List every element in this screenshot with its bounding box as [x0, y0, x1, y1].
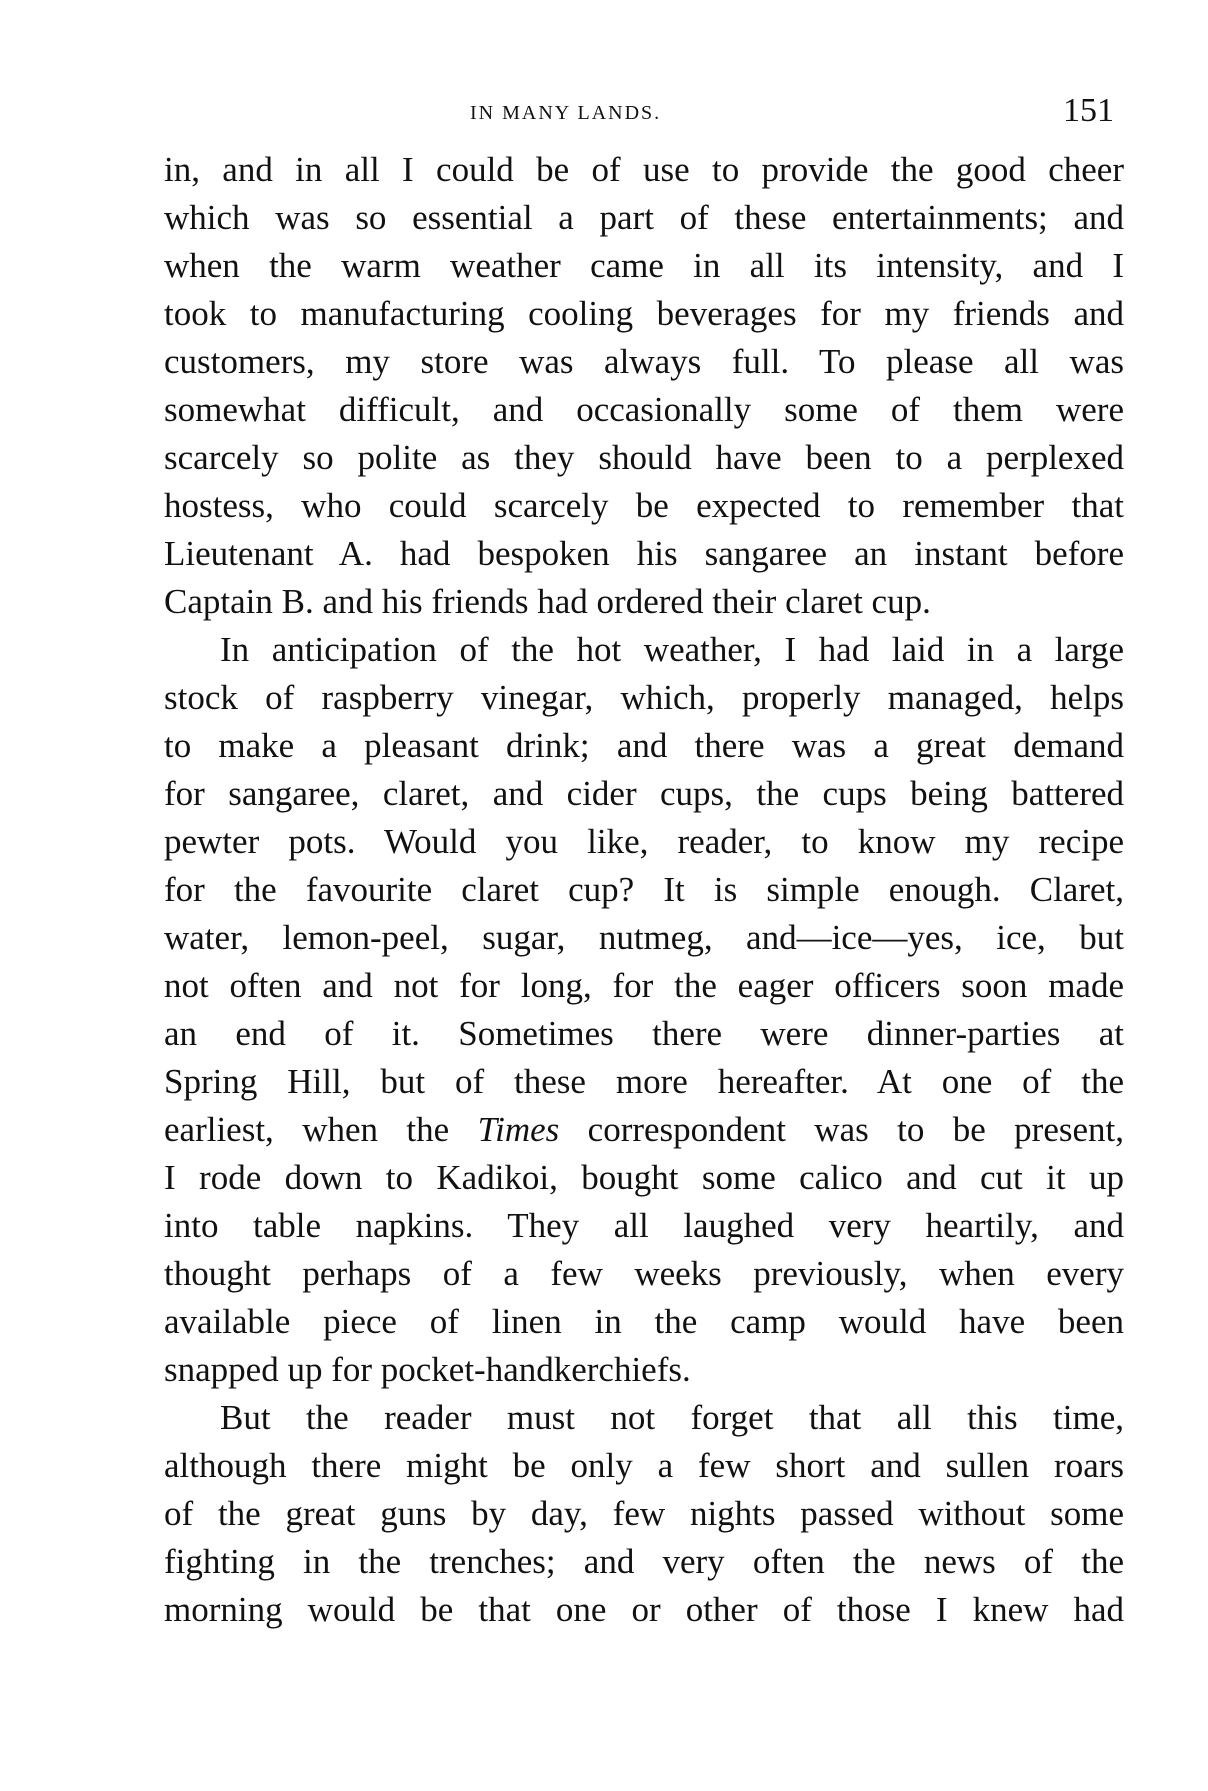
text-line: an end of it. Sometimes there were dinner-parties at [164, 1014, 1124, 1053]
text-line: fighting in the trenches; and very often the news of the [164, 1542, 1124, 1581]
text-line: stock of raspberry vinegar, which, properly managed, helps [164, 678, 1124, 717]
text-line: Spring Hill, but of these more hereafter. At one of the [164, 1062, 1124, 1101]
text-line: thought perhaps of a few weeks previously, when every [164, 1254, 1124, 1293]
running-head [0, 92, 1208, 132]
text-line: into table napkins. They all laughed very heartily, and [164, 1206, 1124, 1245]
text-line: to make a pleasant drink; and there was a great demand [164, 726, 1124, 765]
paragraph-1 [164, 146, 1124, 626]
text-line: hostess, who could scarcely be expected to remember that [164, 486, 1124, 525]
text-line: customers, my store was always full. To please all was [164, 342, 1124, 381]
running-title: IN MANY LANDS. [470, 102, 662, 124]
text-line: scarcely so polite as they should have been to a perplexed [164, 438, 1124, 477]
text-line: Lieutenant A. had bespoken his sangaree an instant before [164, 534, 1124, 573]
text-line: took to manufacturing cooling beverages for my friends and [164, 294, 1124, 333]
text-line: In anticipation of the hot weather, I had laid in a large [220, 630, 1124, 669]
text-line: snapped up for pocket-handkerchiefs. [164, 1350, 691, 1389]
text-line: which was so essential a part of these entertainments; and [164, 198, 1124, 237]
text-segment: earliest, when the [164, 1110, 478, 1149]
text-line: when the warm weather came in all its intensity, and I [164, 246, 1124, 285]
paragraph-3 [164, 1394, 1124, 1634]
text-line: for the favourite claret cup? It is simple enough. Claret, [164, 870, 1124, 909]
page-number: 151 [1063, 92, 1114, 129]
text-line: for sangaree, claret, and cider cups, the cups being battered [164, 774, 1124, 813]
body-text [164, 146, 1124, 1634]
text-line: pewter pots. Would you like, reader, to know my recipe [164, 822, 1124, 861]
newspaper-title: Times [477, 1110, 560, 1149]
text-line-with-italic [164, 1106, 1124, 1154]
text-line: in, and in all I could be of use to provide the good cheer [164, 150, 1124, 189]
text-line: somewhat difficult, and occasionally some of them were [164, 390, 1124, 429]
paragraph-2 [164, 626, 1124, 1394]
text-line: not often and not for long, for the eager officers soon made [164, 966, 1124, 1005]
text-line: available piece of linen in the camp would have been [164, 1302, 1124, 1341]
text-line: But the reader must not forget that all this time, [220, 1398, 1124, 1437]
text-segment: correspondent was to be present, [559, 1110, 1124, 1149]
text-line: I rode down to Kadikoi, bought some calico and cut it up [164, 1158, 1124, 1197]
text-line: water, lemon-peel, sugar, nutmeg, and—ice—yes, ice, but [164, 918, 1124, 957]
text-line: although there might be only a few short and sullen roars [164, 1446, 1124, 1485]
text-line: of the great guns by day, few nights passed without some [164, 1494, 1124, 1533]
text-line: morning would be that one or other of those I knew had [164, 1590, 1124, 1629]
text-line: Captain B. and his friends had ordered their claret cup. [164, 582, 931, 621]
